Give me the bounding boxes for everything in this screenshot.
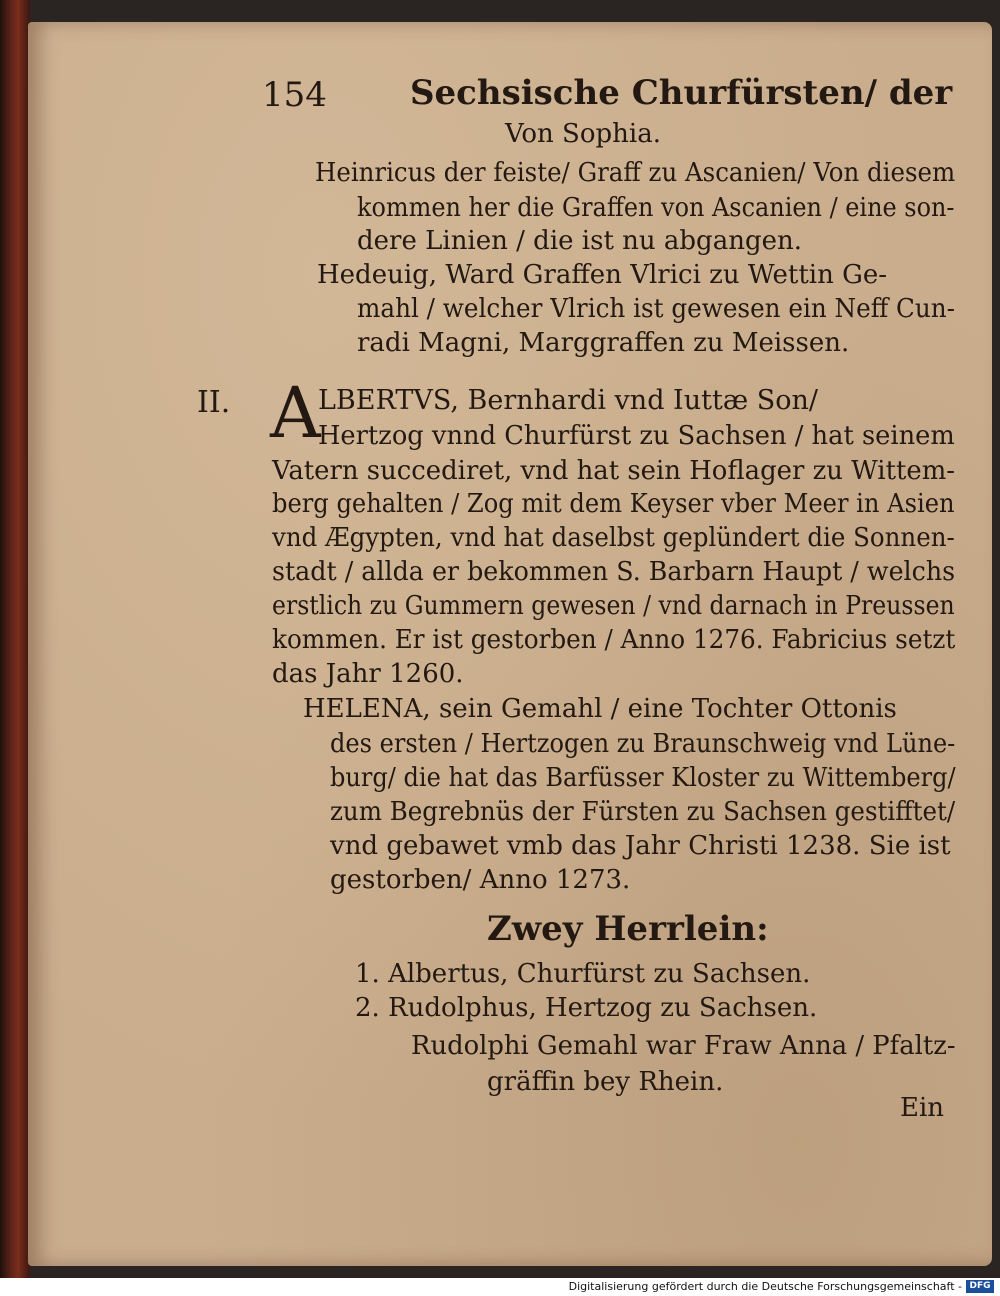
dfg-logo: DFG xyxy=(966,1280,994,1293)
page-number: 154 xyxy=(262,75,327,115)
section-number: II. xyxy=(197,385,231,420)
text-line: vnd Ægypten, vnd hat daselbst geplündert die Sonnen- xyxy=(272,523,955,553)
text-line: zum Begrebnüs der Fürsten zu Sachsen gestifftet/ xyxy=(330,797,956,827)
list-item: 2. Rudolphus, Hertzog zu Sachsen. xyxy=(355,993,818,1023)
text-line: Heinricus der feiste/ Graff zu Ascanien/ Von diesem xyxy=(315,158,956,188)
text-line: des ersten / Hertzogen zu Braunschweig vnd Lüne- xyxy=(330,729,956,759)
text-line: burg/ die hat das Barfüsser Kloster zu Wittemberg/ xyxy=(330,763,956,793)
book-spine xyxy=(0,0,30,1278)
catchword: Ein xyxy=(900,1093,945,1123)
funding-credit: Digitalisierung gefördert durch die Deutsche Forschungsgemeinschaft - xyxy=(568,1280,962,1293)
drop-initial: A xyxy=(270,372,321,454)
text-line: Hedeuig, Ward Graffen Vlrici zu Wettin Ge- xyxy=(317,260,888,290)
text-line: radi Magni, Marggraffen zu Meissen. xyxy=(357,328,850,358)
text-line: mahl / welcher Vlrich ist gewesen ein Neff Cun- xyxy=(357,294,955,324)
text-line: Hertzog vnnd Churfürst zu Sachsen / hat seinem xyxy=(318,421,955,451)
text-line: LBERTVS, Bernhardi vnd Iuttæ Son/ xyxy=(318,385,819,416)
text-line: gräffin bey Rhein. xyxy=(487,1067,724,1097)
text-line: Vatern succediret, vnd hat sein Hoflager zu Wittem- xyxy=(272,456,956,486)
text-line: Rudolphi Gemahl war Fraw Anna / Pfaltz- xyxy=(411,1031,956,1061)
text-line: HELENA, sein Gemahl / eine Tochter Ottonis xyxy=(303,694,897,724)
running-title: Sechsische Churfürsten/ der xyxy=(410,73,953,113)
text-line: kommen her die Graffen von Ascanien / eine son- xyxy=(357,193,955,223)
text-line: das Jahr 1260. xyxy=(272,659,464,689)
text-line: Von Sophia. xyxy=(505,119,661,149)
text-line: vnd gebawet vmb das Jahr Christi 1238. Sie ist xyxy=(330,831,951,861)
text-line: erstlich zu Gummern gewesen / vnd darnach in Preussen xyxy=(272,591,955,621)
text-line: kommen. Er ist gestorben / Anno 1276. Fabricius setzt xyxy=(272,625,956,655)
subheading: Zwey Herrlein: xyxy=(487,909,769,949)
list-item: 1. Albertus, Churfürst zu Sachsen. xyxy=(355,959,811,989)
text-line: berg gehalten / Zog mit dem Keyser vber Meer in Asien xyxy=(272,489,955,519)
text-line: gestorben/ Anno 1273. xyxy=(330,865,631,895)
text-line: stadt / allda er bekommen S. Barbarn Haupt / welchs xyxy=(272,557,956,587)
footer-bar xyxy=(0,1278,1000,1296)
text-line: dere Linien / die ist nu abgangen. xyxy=(357,226,802,256)
